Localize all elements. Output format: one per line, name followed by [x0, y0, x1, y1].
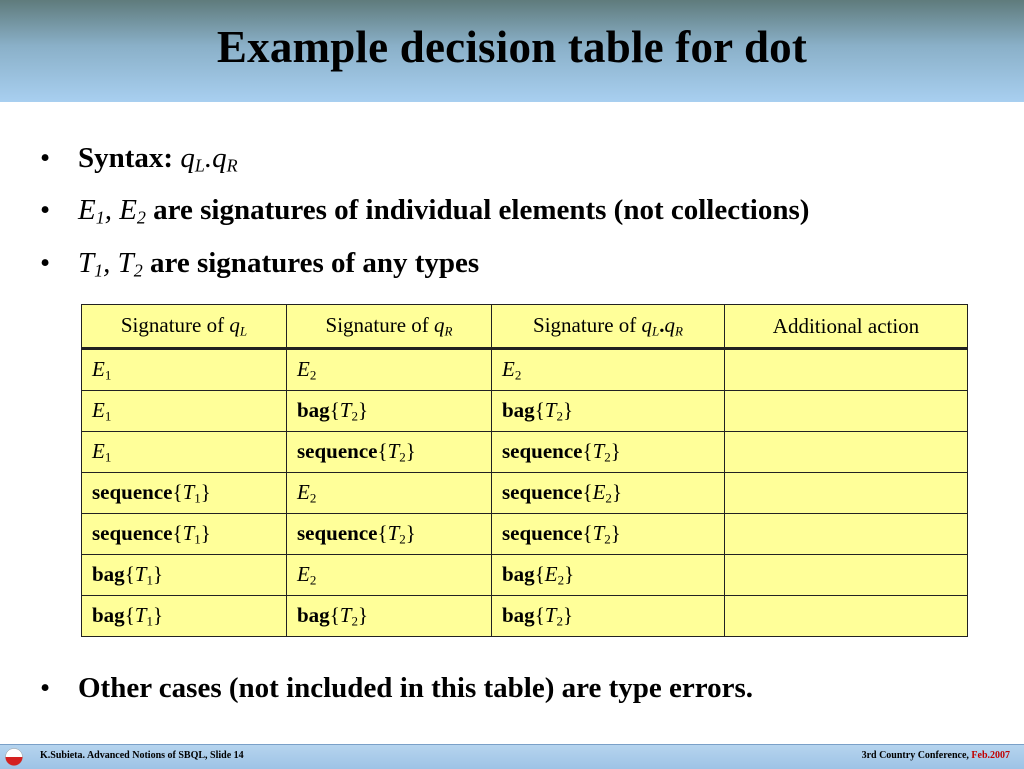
type-keyword: sequence	[502, 520, 583, 545]
signature-var: E	[592, 479, 606, 504]
signature-var: T	[182, 479, 195, 504]
header-var-sub: L	[652, 323, 660, 339]
table-row	[82, 555, 968, 596]
brace-close: }	[610, 438, 621, 463]
bullet-list	[40, 136, 809, 293]
table-cell	[82, 596, 287, 637]
brace-open: {	[534, 397, 545, 422]
table-row	[82, 514, 968, 555]
brace-close: }	[405, 438, 416, 463]
table-cell	[82, 555, 287, 596]
signature-var: T	[182, 520, 195, 545]
brace-close: }	[357, 602, 369, 627]
footer-bar	[0, 744, 1024, 769]
header-text: Signature of	[325, 312, 435, 337]
brace-open: {	[124, 602, 135, 627]
table-header-cell	[492, 305, 725, 349]
table-row	[82, 473, 968, 514]
table-cell	[287, 432, 492, 473]
signature-var: E	[297, 356, 310, 381]
bullet-types	[40, 241, 809, 293]
bullet-dot: •	[40, 194, 51, 227]
type-keyword: bag	[502, 602, 535, 627]
header-var: q	[664, 312, 676, 337]
type-keyword: bag	[297, 602, 330, 627]
brace-close: }	[611, 479, 623, 504]
table-cell	[492, 514, 725, 555]
type-keyword: sequence	[92, 479, 173, 504]
signature-sub: 2	[351, 408, 358, 424]
signature-var: T	[387, 520, 400, 545]
bullet-dot: •	[40, 246, 51, 279]
table-cell	[82, 432, 287, 473]
signature-var: E	[502, 356, 515, 381]
table-cell	[492, 473, 725, 514]
table-cell	[725, 473, 968, 514]
type-keyword: sequence	[92, 520, 173, 545]
signature-var: T	[544, 602, 557, 627]
table-cell	[492, 391, 725, 432]
signature-var: E	[92, 356, 105, 381]
table-cell	[287, 473, 492, 514]
signature-var: T	[134, 561, 147, 586]
signature-sub: 2	[351, 613, 358, 629]
syntax-label: Syntax:	[78, 142, 174, 174]
header-var: q	[434, 312, 445, 337]
signature-sub: 2	[309, 490, 317, 506]
table-cell	[287, 555, 492, 596]
signature-var: T	[339, 397, 352, 422]
brace-close: }	[200, 479, 211, 504]
signature-sub: 2	[604, 531, 611, 547]
type-keyword: sequence	[502, 479, 583, 504]
table-cell	[492, 596, 725, 637]
signature-sub: 2	[399, 449, 406, 465]
brace-open: {	[329, 397, 340, 422]
signature-sub: 2	[556, 613, 563, 629]
header-var-sub: R	[444, 323, 453, 339]
signature-var: E	[92, 438, 105, 463]
header-text: Additional action	[772, 313, 920, 338]
brace-close: }	[357, 397, 369, 422]
signature-sub: 2	[556, 408, 563, 424]
brace-open: {	[172, 479, 183, 504]
type-keyword: bag	[502, 561, 535, 586]
table-header-row	[82, 305, 968, 349]
signature-var: E	[92, 397, 105, 422]
bullet-dot: •	[40, 142, 51, 174]
brace-open: {	[377, 438, 388, 463]
table-cell	[287, 391, 492, 432]
brace-close: }	[200, 520, 211, 545]
signature-sub: 2	[557, 572, 565, 588]
brace-close: }	[405, 520, 416, 545]
header-text: Signature of	[533, 312, 642, 337]
bullet-elements	[40, 188, 809, 240]
signature-var: E	[297, 561, 310, 586]
table-cell	[725, 432, 968, 473]
footer-slide-info: K.Subieta. Advanced Notions of SBQL, Slide 14	[40, 750, 244, 761]
table-header-cell	[82, 305, 287, 349]
signature-var: T	[544, 397, 557, 422]
brace-open: {	[534, 602, 545, 627]
type-signatures: $T_1$, $T_2$	[78, 246, 143, 281]
slide-title: Example decision table for dot	[216, 22, 808, 72]
brace-open: {	[582, 520, 593, 545]
signature-sub: 1	[146, 613, 153, 629]
brace-close: }	[564, 561, 575, 586]
brace-open: {	[534, 561, 545, 586]
table-cell	[82, 473, 287, 514]
type-keyword: sequence	[502, 438, 583, 463]
table-cell	[725, 349, 968, 391]
signature-sub: 2	[514, 367, 522, 383]
table-header-cell	[725, 305, 968, 349]
signature-var: T	[592, 438, 605, 463]
table-cell	[725, 514, 968, 555]
signature-sub: 2	[399, 531, 406, 547]
signature-sub: 2	[309, 572, 317, 588]
brace-close: }	[152, 561, 164, 586]
table-cell	[725, 596, 968, 637]
brace-close: }	[152, 602, 164, 627]
type-keyword: bag	[92, 602, 125, 627]
header-text: Signature of	[120, 312, 230, 337]
header-var: q	[641, 312, 653, 337]
element-signatures: $E_1$, $E_2$	[78, 194, 146, 228]
bullet-elements-text: are signatures of individual elements (not collections)	[145, 194, 810, 227]
table-cell	[82, 391, 287, 432]
signature-sub: 2	[605, 490, 612, 506]
brace-open: {	[582, 438, 593, 463]
brace-open: {	[377, 520, 388, 545]
brace-close: }	[562, 397, 574, 422]
syntax-ql: $q_L.q_R$	[180, 142, 238, 176]
signature-sub: 1	[194, 490, 201, 506]
title-bar	[0, 0, 1024, 102]
table-cell	[287, 596, 492, 637]
signature-sub: 1	[194, 531, 201, 547]
signature-var: E	[544, 561, 558, 586]
type-keyword: bag	[92, 561, 125, 586]
signature-sub: 2	[309, 367, 317, 383]
signature-var: T	[134, 602, 147, 627]
bullet-syntax	[40, 136, 809, 188]
table-cell	[287, 514, 492, 555]
type-keyword: sequence	[297, 520, 378, 545]
table-row	[82, 391, 968, 432]
type-keyword: sequence	[297, 438, 378, 463]
signature-sub: 1	[104, 449, 112, 465]
table-cell	[492, 432, 725, 473]
brace-open: {	[172, 520, 183, 545]
header-var-sub: L	[239, 323, 248, 339]
type-keyword: bag	[502, 397, 535, 422]
brace-open: {	[124, 561, 135, 586]
table-cell	[725, 391, 968, 432]
header-var-sub: R	[675, 323, 683, 339]
signature-var: T	[339, 602, 352, 627]
bullet-types-text: are signatures of any types	[142, 246, 480, 279]
brace-close: }	[610, 520, 621, 545]
signature-sub: 2	[604, 449, 611, 465]
header-dot: .	[659, 312, 665, 337]
table-cell	[82, 514, 287, 555]
table-cell	[492, 555, 725, 596]
table-cell	[287, 349, 492, 391]
decision-table	[81, 304, 968, 637]
table-cell	[82, 349, 287, 391]
signature-sub: 1	[104, 408, 112, 424]
brace-open: {	[329, 602, 340, 627]
table-row	[82, 432, 968, 473]
table-row	[82, 349, 968, 391]
footer-conference: 3rd Country Conference, Feb.2007	[861, 750, 1010, 761]
table-header-cell	[287, 305, 492, 349]
other-cases-text: Other cases (not included in this table) are type errors.	[78, 672, 754, 704]
bullet-other-cases	[40, 666, 753, 711]
table-row	[82, 596, 968, 637]
header-var: q	[229, 312, 240, 337]
brace-close: }	[562, 602, 574, 627]
signature-var: E	[297, 479, 310, 504]
brace-open: {	[582, 479, 593, 504]
conference-logo-icon	[5, 748, 23, 766]
type-keyword: bag	[297, 397, 330, 422]
table-cell	[725, 555, 968, 596]
signature-var: T	[592, 520, 605, 545]
signature-sub: 1	[104, 367, 112, 383]
footer-date: Feb.2007	[971, 750, 1010, 761]
table-cell	[492, 349, 725, 391]
bullet-dot: •	[40, 672, 51, 704]
signature-var: T	[387, 438, 400, 463]
bullet-list-bottom	[40, 666, 753, 711]
signature-sub: 1	[146, 572, 153, 588]
